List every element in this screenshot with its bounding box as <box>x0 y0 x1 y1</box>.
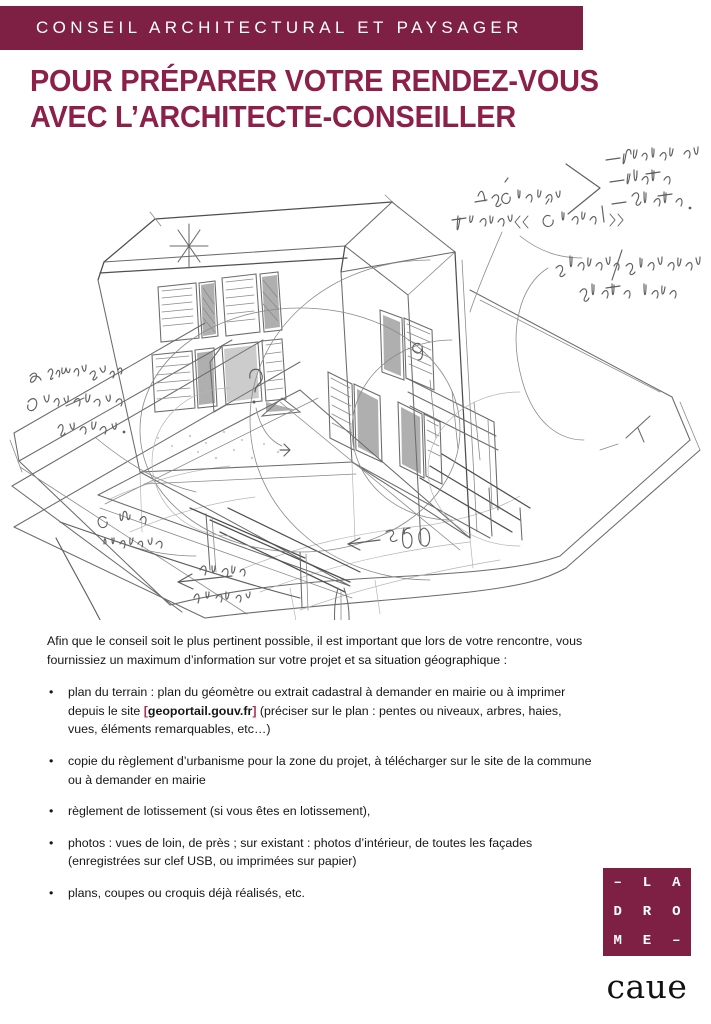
ladrome-cell-4: R <box>642 903 652 920</box>
annotation-finition-eviter <box>452 178 623 312</box>
ladrome-logo <box>603 868 691 956</box>
window-right-lower-2 <box>398 402 442 484</box>
sketch-canvas <box>0 140 711 620</box>
house-volume <box>98 195 477 568</box>
caue-wordmark: caue <box>606 967 688 1006</box>
page-title-line-1: POUR PRÉPARER VOTRE RENDEZ-VOUS <box>30 63 599 98</box>
list-item-text: règlement de lotissement (si vous êtes en lotissement), <box>68 804 371 819</box>
ladrome-cell-1: L <box>642 874 652 891</box>
header-banner <box>0 6 583 50</box>
plot-terrain <box>10 290 700 618</box>
window-lower-center <box>210 339 300 416</box>
annotation-finitions-list <box>606 147 698 209</box>
ladrome-cell-7: E <box>642 933 652 950</box>
ladrome-cell-2: A <box>672 874 681 891</box>
list-item-plan-du-terrain <box>47 683 592 739</box>
annotation-arbre <box>178 566 250 603</box>
bullet-marker: • <box>49 885 54 900</box>
geoportail-link[interactable]: geoportail.gouv.fr <box>147 703 253 718</box>
ladrome-cell-6: M <box>613 933 622 950</box>
annotation-enduit <box>516 250 700 440</box>
intro-paragraph: Afin que le conseil soit le plus pertinent possible, il est important que lors de votre rencontre, vous fournissiez un maximum d’information sur votre projet et sa situation géographique : <box>47 634 583 667</box>
ladrome-cell-0: – <box>613 874 622 891</box>
list-item-reglement-urbanisme <box>47 752 592 789</box>
bullet-marker: • <box>49 685 54 700</box>
annotation-triangle-pointer <box>566 164 600 214</box>
bracket-open: [ <box>143 703 148 718</box>
list-item-text: plans, coupes ou croquis déjà réalisés, etc. <box>68 885 305 900</box>
ladrome-cell-8: – <box>672 933 681 950</box>
list-item-plans-coupes <box>47 884 592 903</box>
page-title <box>30 63 630 135</box>
bullet-marker: • <box>49 753 54 768</box>
bracket-close: ] <box>252 703 257 718</box>
list-item-reglement-lotissement <box>47 802 592 821</box>
annotation-measure-350 <box>348 528 430 550</box>
ladrome-cell-5: O <box>672 903 681 920</box>
right-facade-openings <box>328 310 498 510</box>
requirements-list <box>47 683 592 902</box>
bullet-marker: • <box>49 835 54 850</box>
ladrome-cell-3: D <box>613 903 622 920</box>
list-item-photos <box>47 834 592 871</box>
page-title-line-2: AVEC L’ARCHITECTE-CONSEILLER <box>30 99 516 134</box>
banner-label: CONSEIL ARCHITECTURAL ET PAYSAGER <box>36 18 523 37</box>
list-item-text: copie du règlement d’urbanisme pour la zone du projet, à télécharger sur le site de la commune ou à demander en mairie <box>68 753 592 787</box>
list-item-text-before: plan du terrain : plan du géomètre ou extrait cadastral à demander en mairie ou à imprimer depuis le site <box>68 685 566 718</box>
body-content <box>47 632 592 903</box>
list-item-text: photos : vues de loin, de près ; sur existant : photos d’intérieur, de toutes les façades (enregistrées sur clef USB, ou imprimées sur papier) <box>68 835 533 869</box>
list-item-text-after: (préciser sur le plan : pentes ou niveaux, arbres, haies, vues, éléments remarquables, etc…) <box>68 703 562 737</box>
architectural-sketch-illustration <box>0 140 711 620</box>
window-upper-center <box>222 272 282 336</box>
bullet-marker: • <box>49 804 54 819</box>
logo-group <box>603 868 695 1006</box>
